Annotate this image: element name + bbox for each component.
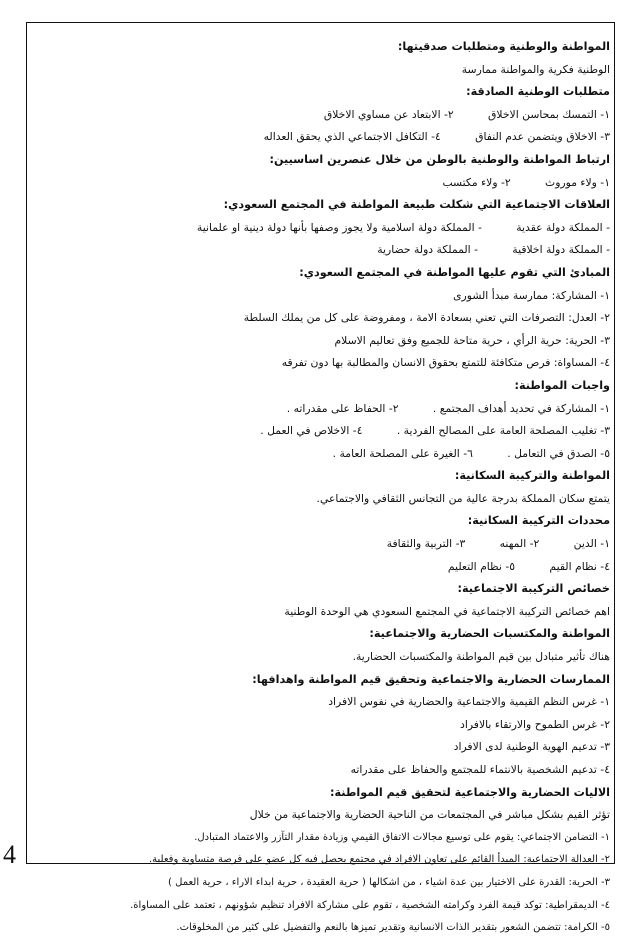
section-heading: خصائص التركيبة الاجتماعية: <box>457 582 610 596</box>
section-heading: المواطنة والوطنية ومتطلبات صدقيتها: <box>397 40 610 53</box>
section-heading: محددات التركيبة السكانية: <box>467 514 610 528</box>
text-line: ٤- المساواة: فرص متكافئة للتمتع بحقوق الانسان والمطالبة بها دون تفرقه <box>281 356 610 370</box>
section-heading: متطلبات الوطنية الصادقة: <box>466 85 610 99</box>
text-line: ١- المشاركة: ممارسة مبدأ الشورى <box>453 288 610 302</box>
text-line: ٥- الصدق في التعامل . ٦- الغيرة على المصلحة العامة . <box>332 446 610 460</box>
text-line: ٣- الحرية: حرية الرأي ، حرية متاحة للجميع وفق تعاليم الاسلام <box>334 333 610 347</box>
section-heading: واجبات المواطنة: <box>514 378 610 392</box>
text-line: ٣- الاخلاق ويتضمن عدم النفاق ٤- التكافل الاجتماعي الذي يحقق العداله <box>263 130 610 144</box>
text-line: - المملكة دولة اخلاقية - المملكة دولة حضارية <box>377 243 610 257</box>
text-line: ٢- العدالة الاجتماعية: المبدأ القائم على تعاون الافراد في مجتمع يحصل فيه كل عضو على فرصة متساوية وفعلية. <box>148 854 610 866</box>
section-heading: العلاقات الاجتماعية التي شكلت طبيعة المواطنة في المجتمع السعودي: <box>223 198 610 212</box>
section-heading: الممارسات الحضارية والاجتماعية وتحقيق قيم المواطنة واهدافها: <box>252 672 610 686</box>
text-line: ٤- تدعيم الشخصية بالانتماء للمجتمع والحفاظ على مقدراته <box>350 763 610 776</box>
text-line: ٣- تغليب المصلحة العامة على المصالح الفردية . ٤- الاخلاص في العمل . <box>260 424 610 438</box>
section-heading: المبادئ التي تقوم عليها المواطنة في المجتمع السعودي: <box>299 265 610 279</box>
section-heading: الاليات الحضارية والاجتماعية لتحقيق قيم المواطنة: <box>330 785 610 799</box>
text-line: هناك تأثير متبادل بين قيم المواطنة والمكتسبات الحضارية. <box>352 650 610 664</box>
text-line: ٤- الديمقراطية: توكد قيمة الفرد وكرامته الشخصية ، تقوم على مشاركة الافراد تنظيم شؤونهم ، تعتمد على المساواة. <box>130 899 610 911</box>
text-line: تؤثر القيم بشكل مباشر في المجتمعات من الناحية الحضارية والاجتماعية من خلال <box>249 808 610 822</box>
text-line: ٣- الحرية: القدرة على الاختيار بين عدة اشياء ، من اشكالها ( حرية العقيدة ، حرية ابداء الاراء ، حرية العمل ) <box>168 876 610 888</box>
section-heading: المواطنة والمكتسبات الحضارية والاجتماعية: <box>369 627 610 641</box>
text-line: ٤- نظام القيم ٥- نظام التعليم <box>447 559 610 573</box>
text-line: - المملكة دولة عقدية - المملكة دولة اسلامية ولا يجوز وصفها بأنها دولة دينية او علمانية <box>196 220 610 234</box>
text-line: ٥- الكرامة: تتضمن الشعور بتقدير الذات الانسانية وتقدير تميزها بالنعم والتفضيل على كثير من المخلوقات. <box>176 922 610 934</box>
text-line: ٢- العدل: التصرفات التي تعني بسعادة الامة ، ومفروضة على كل من يملك السلطة <box>243 311 610 325</box>
text-line: ٢- غرس الطموح والارتقاء بالافراد <box>460 717 610 731</box>
section-heading: ارتباط المواطنة والوطنية بالوطن من خلال عنصرين اساسيين: <box>269 152 610 166</box>
text-line: ١- التضامن الاجتماعي: يقوم على توسيع مجالات الاتفاق القيمي وزيادة مقدار التآزر والاعتماد المتبادل. <box>194 831 610 843</box>
text-line: ١- الدين ٢- المهنه ٣- التربية والثقافة <box>386 537 610 551</box>
section-heading: المواطنة والتركيبة السكانية: <box>454 469 610 483</box>
text-line: ١- التمسك بمحاسن الاخلاق ٢- الابتعاد عن مساوي الاخلاق <box>323 107 610 121</box>
page-number: 4 <box>3 840 16 869</box>
text-line: اهم خصائص التركيبة الاجتماعية في المجتمع السعودي هي الوحدة الوطنية <box>284 604 610 618</box>
text-line: ١- ولاء موروث ٢- ولاء مكتسب <box>442 175 610 189</box>
document-body <box>32 36 610 940</box>
text-line: الوطنية فكرية والمواطنة ممارسة <box>461 62 610 76</box>
text-line: يتمتع سكان المملكة بدرجة عالية من التجانس الثقافي والاجتماعي. <box>316 491 610 505</box>
text-line: ١- غرس النظم القيمية والاجتماعية والحضارية في نفوس الافراد <box>328 695 610 709</box>
text-line: ٣- تدعيم الهوية الوطنية لدى الافراد <box>453 740 610 754</box>
text-line: ١- المشاركة في تحديد أهداف المجتمع . ٢- الحفاظ على مقدراته . <box>286 401 610 415</box>
